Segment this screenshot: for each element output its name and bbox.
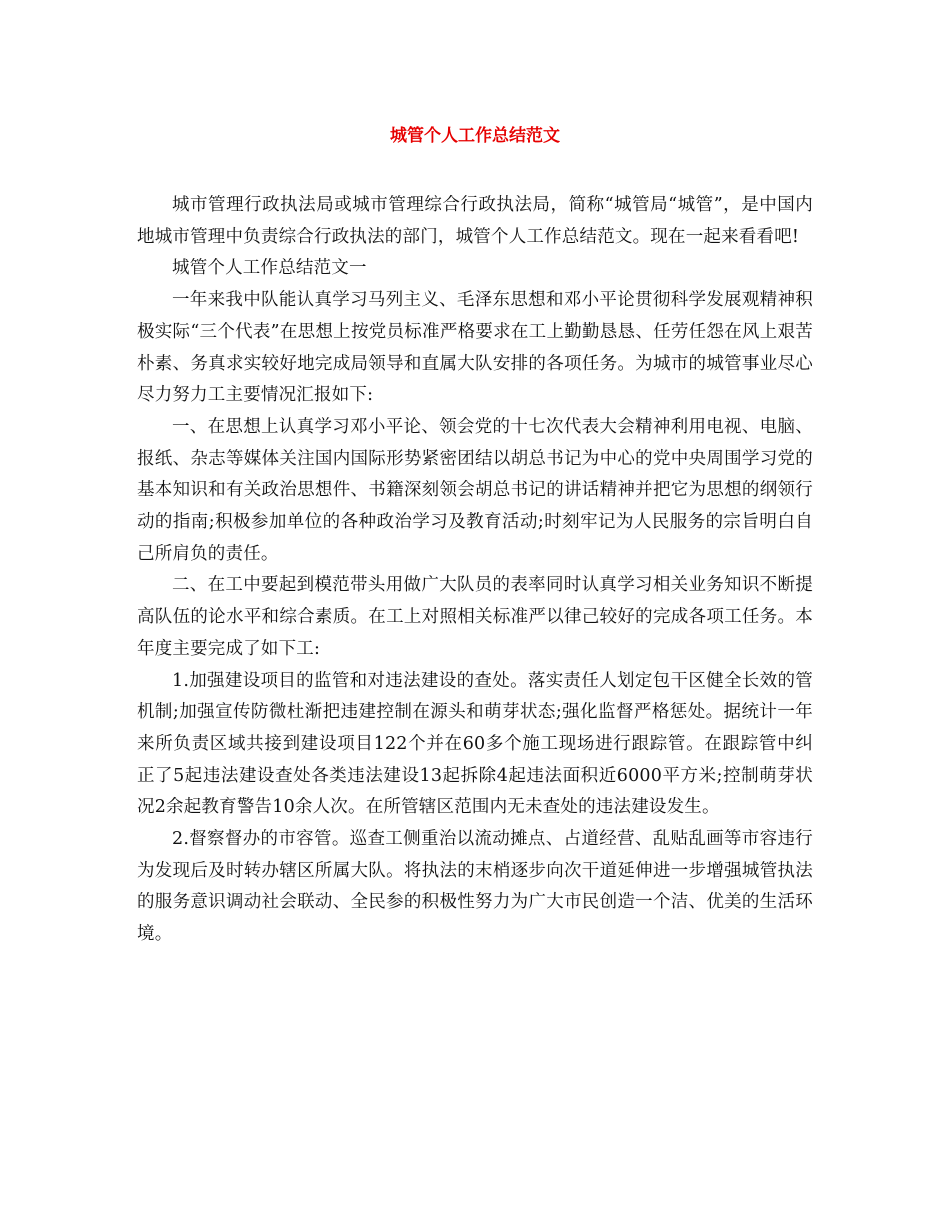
intro-paragraph: 城市管理行政执法局或城市管理综合行政执法局，简称“城管局“城管”，是中国内地城市管理中负责综合行政执法的部门，城管个人工作总结范文。现在一起来看看吧! bbox=[137, 195, 813, 247]
section-heading: 城管个人工作总结范文一 bbox=[172, 258, 367, 279]
ideology-paragraph: 一、在思想上认真学习邓小平论、领会党的十七次代表大会精神利用电视、电脑、报纸、杂志等媒体关注国内国际形势紧密团结以胡总书记为中心的党中央周围学习党的基本知识和有关政治思想件、书籍深刻领会胡总书记的讲话精神并把它为思想的纲领行动的指南;积极参加单位的各种政治学习及教育活动;时刻牢记为人民服务的宗旨明白自己所肩负的责任。 bbox=[137, 416, 813, 564]
document-title: 城管个人工作总结范文 bbox=[390, 126, 560, 146]
document-body bbox=[137, 190, 813, 951]
overview-paragraph: 一年来我中队能认真学习马列主义、毛泽东思想和邓小平论贯彻科学发展观精神积极实际“三个代表”在思想上按党员标准严格要求在工上勤勤恳恳、任劳任怨在风上艰苦朴素、务真求实较好地完成局领导和直属大队安排的各项任务。为城市的城管事业尽心尽力努力工主要情况汇报如下: bbox=[137, 290, 813, 406]
work-paragraph: 二、在工中要起到模范带头用做广大队员的表率同时认真学习相关业务知识不断提高队伍的论水平和综合素质。在工上对照相关标准严以律己较好的完成各项工任务。本年度主要完成了如下工: bbox=[137, 575, 813, 659]
item-2-paragraph: 2.督察督办的市容管。巡查工侧重治以流动摊点、占道经营、乱贴乱画等市容违行为发现后及时转办辖区所属大队。将执法的末梢逐步向次干道延伸进一步增强城管执法的服务意识调动社会联动、全民参的积极性努力为广大市民创造一个洁、优美的生活环境。 bbox=[137, 829, 813, 945]
item-1-paragraph: 1.加强建设项目的监管和对违法建设的查处。落实责任人划定包干区健全长效的管机制;加强宣传防微杜渐把违建控制在源头和萌芽状态;强化监督严格惩处。据统计一年来所负责区域共接到建设项目122个并在60多个施工现场进行跟踪管。在跟踪管中纠正了5起违法建设查处各类违法建设13起拆除4起违法面积近6000平方米;控制萌芽状况2余起教育警告10余人次。在所管辖区范围内无未查处的违法建设发生。 bbox=[137, 670, 813, 818]
